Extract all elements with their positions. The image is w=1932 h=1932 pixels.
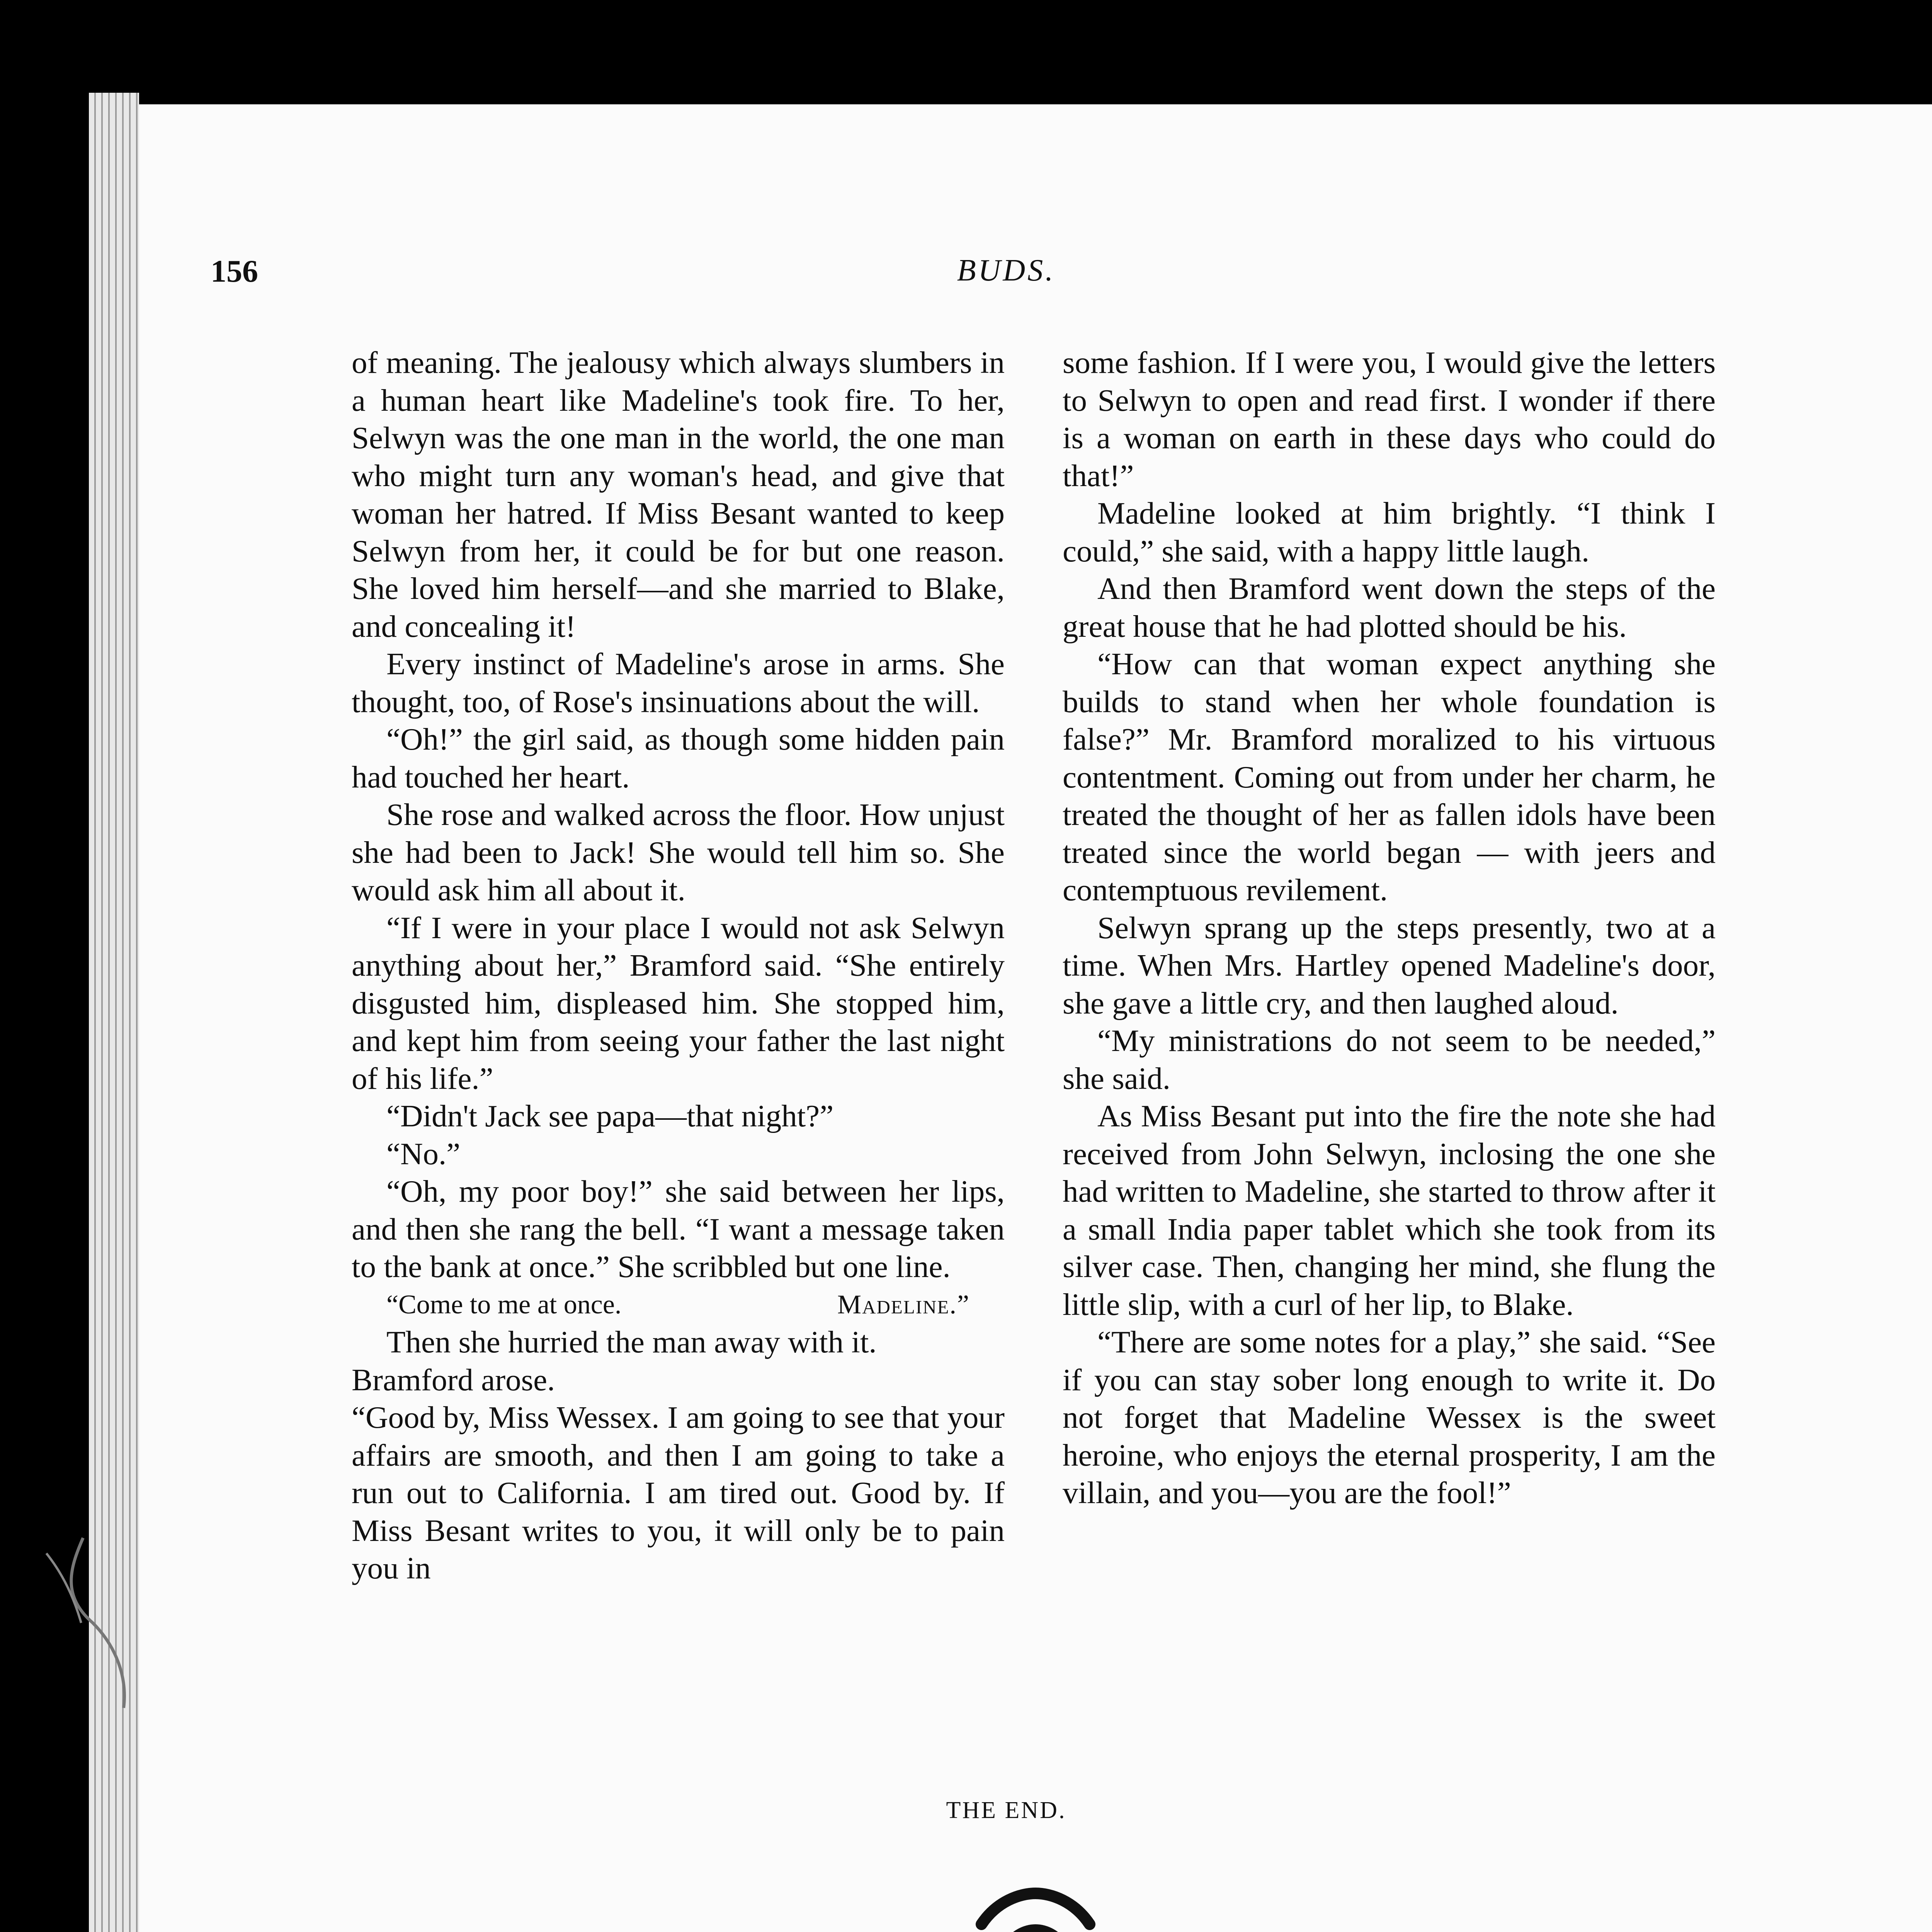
paragraph: And then Bramford went down the steps of the great house that he had plotted should be his. bbox=[1063, 571, 1716, 644]
book-spine-edge bbox=[89, 93, 139, 1932]
paragraph: some fashion. If I were you, I would give the letters to Selwyn to open and read first. I wonder if there is a woman on earth in these days who could do that!” bbox=[1063, 345, 1716, 493]
paragraph: “If I were in your place I would not ask Selwyn anything about her,” Bramford said. “She entirely disgusted him, displeased him. She stopped him, and kept him from seeing your father the last night of his life.” bbox=[352, 910, 1005, 1096]
the-end-label: THE END. bbox=[946, 1797, 1066, 1823]
paragraph: Every instinct of Madeline's arose in arms. She thought, too, of Rose's insinuations about the will. bbox=[352, 646, 1005, 719]
right-column bbox=[1063, 344, 1716, 1512]
paragraph: “My ministrations do not seem to be needed,” she said. bbox=[1063, 1023, 1716, 1096]
paragraph: Selwyn sprang up the steps presently, two at a time. When Mrs. Hartley opened Madeline's door, she gave a little cry, and then laughed aloud. bbox=[1063, 910, 1716, 1020]
paragraph: “Oh!” the girl said, as though some hidden pain had touched her heart. bbox=[352, 722, 1005, 794]
left-column-paragraphs-after bbox=[352, 1323, 1005, 1587]
paragraph: As Miss Besant put into the fire the note she had received from John Selwyn, inclosing the one she had written to Madeline, she started to throw after it a small India paper tablet which she took from its silver case. Then, changing her mind, she flung the little slip, with a curl of her lip, to Blake. bbox=[1063, 1099, 1716, 1322]
paragraph: “Oh, my poor boy!” she said between her lips, and then she rang the bell. “I want a message taken to the bank at once.” She scribbled but one line. bbox=[352, 1174, 1005, 1284]
paragraph: Madeline looked at him brightly. “I think I could,” she said, with a happy little laugh. bbox=[1063, 496, 1716, 568]
paragraph: of meaning. The jealousy which always slumbers in a human heart like Madeline's took fire. To her, Selwyn was the one man in the world, the one man who might turn any woman's head, and give that woman her hatred. If Miss Besant wanted to keep Selwyn from her, it could be for but one reason. She loved him herself—and she married to Blake, and concealing it! bbox=[352, 345, 1005, 644]
paragraph: “No.” bbox=[386, 1136, 461, 1171]
message-note bbox=[352, 1286, 1005, 1324]
page-number: 156 bbox=[211, 253, 258, 289]
paragraph: Bramford arose. bbox=[352, 1362, 555, 1397]
left-column-paragraphs bbox=[352, 344, 1005, 1286]
message-signature: Madeline.” bbox=[837, 1289, 970, 1320]
paragraph: “How can that woman expect anything she builds to stand when her whole foundation is false?” Mr. Bramford moralized to his virtuous contentment. Coming out from under her charm, he treated the thought of her as fallen idols have been treated since the world began — with jeers and contemptuous revilement. bbox=[1063, 646, 1716, 907]
decorative-ornament-icon bbox=[595, 1878, 1476, 1932]
paragraph: “Didn't Jack see papa—that night?” bbox=[386, 1099, 834, 1133]
paragraph: She rose and walked across the floor. How unjust she had been to Jack! She would tell him so. She would ask him all about it. bbox=[352, 797, 1005, 907]
left-column bbox=[352, 344, 1005, 1587]
paragraph: “Good by, Miss Wessex. I am going to see that your affairs are smooth, and then I am going to take a run out to California. I am tired out. Good by. If Miss Besant writes to you, it will only be to pain you in bbox=[352, 1400, 1005, 1585]
paragraph: “There are some notes for a play,” she said. “See if you can stay sober long enough to write it. Do not forget that Madeline Wessex is the sweet heroine, who enjoys the eternal prosperity, I am the villain, and you—you are the fool!” bbox=[1063, 1325, 1716, 1510]
right-column-paragraphs bbox=[1063, 344, 1716, 1512]
running-title: BUDS. bbox=[957, 253, 1056, 287]
paragraph: Then she hurried the man away with it. bbox=[386, 1325, 877, 1359]
message-line: “Come to me at once. bbox=[386, 1289, 622, 1320]
